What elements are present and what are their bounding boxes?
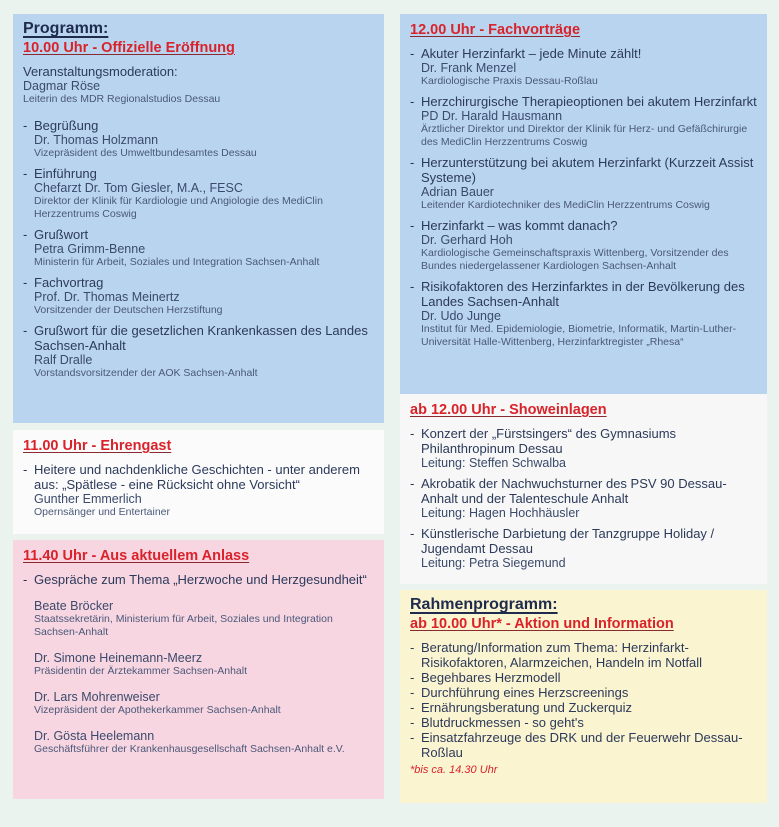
panelist [23,729,374,756]
lectures-title: 12.00 Uhr - Fachvorträge [410,22,581,38]
item-title: Fachvortrag [34,275,104,290]
item-title: Herzunterstützung bei akutem Herzinfarkt (Kurzzeit Assist Systeme) [421,155,754,185]
speaker-name: PD Dr. Harald Hausmann [421,109,563,123]
speaker-name: Dr. Lars Mohrenweiser [34,690,160,704]
speaker-name: Ralf Dralle [34,353,93,367]
moderation-block [23,64,374,106]
speaker-desc: Kardiologische Gemeinschaftspraxis Wittenberg, Vorsitzender des Bundes niedergelassener Kardiologen Sachsen-Anhalt [421,247,729,272]
agenda-item: - Begrüßung Dr. Thomas Holzmann Vizepräsident des Umweltbundesamtes Dessau [23,118,374,160]
speaker-name: Dr. Simone Heinemann-Meerz [34,651,203,665]
speaker-desc: Staatssekretärin, Ministerium für Arbeit, Soziales und Integration Sachsen-Anhalt [34,613,333,638]
agenda-item: - Heitere und nachdenkliche Geschichten - unter anderem aus: „Spätlese - eine Rücksicht ohne Vorsicht“ Gunther Emmerlich Opernsänger und Entertainer [23,462,374,519]
item-title: Einführung [34,166,97,181]
speaker-desc: Opernsänger und Entertainer [34,506,171,518]
speaker-name: Adrian Bauer [421,185,494,199]
item-title: Begrüßung [34,118,99,133]
discussion-panel [13,540,384,799]
speaker-desc: Vizepräsident der Apothekerkammer Sachsen-Anhalt [34,704,281,716]
opening-panel [13,14,384,423]
agenda-item: - Gespräche zum Thema „Herzwoche und Herzgesundheit“ [23,572,374,587]
speaker-desc: Präsidentin der Ärztekammer Sachsen-Anhalt [34,665,248,677]
moderator-name: Dagmar Röse [23,79,101,93]
agenda-item: - Akrobatik der Nachwuchsturner des PSV 90 Dessau-Anhalt und der Talenteschule Anhalt Leitung: Hagen Hochhäusler [410,476,757,520]
agenda-item: - Akuter Herzinfarkt – jede Minute zählt! Dr. Frank Menzel Kardiologische Praxis Dessau-Roßlau [410,46,757,88]
leader-name: Leitung: Steffen Schwalba [421,456,567,470]
item-title: Akrobatik der Nachwuchsturner des PSV 90 Dessau-Anhalt und der Talenteschule Anhalt [421,476,727,506]
list-item: - Ernährungsberatung und Zuckerquiz [410,700,633,715]
side-program-panel [400,590,767,803]
discussion-title: 11.40 Uhr - Aus aktuellem Anlass [23,548,250,564]
speaker-desc: Ministerin für Arbeit, Soziales und Integration Sachsen-Anhalt [34,256,320,268]
speaker-name: Prof. Dr. Thomas Meinertz [34,290,180,304]
speaker-name: Gunther Emmerlich [34,492,142,506]
guest-panel [13,430,384,534]
item-title: Gespräche zum Thema „Herzwoche und Herzgesundheit“ [34,572,367,587]
speaker-desc: Geschäftsführer der Krankenhausgesellschaft Sachsen-Anhalt e.V. [34,743,345,755]
agenda-item: - Einführung Chefarzt Dr. Tom Giesler, M.A., FESC Direktor der Klinik für Kardiologie und Angiologie des MediClin Herzzentrums Coswig [23,166,374,221]
item-title: Risikofaktoren des Herzinfarktes in der Bevölkerung des Landes Sachsen-Anhalt [421,279,745,309]
agenda-item: - Herzchirurgische Therapieoptionen bei akutem Herzinfarkt PD Dr. Harald Hausmann Ärztlicher Direktor und Direktor der Klinik für Herz- und Gefäßchirurgie des MediClin Herzzentrums Coswig [410,94,757,148]
item-title: Herzinfarkt – was kommt danach? [421,218,618,233]
guest-title: 11.00 Uhr - Ehrengast [23,438,172,454]
speaker-desc: Vorsitzender der Deutschen Herzstiftung [34,304,223,316]
speaker-name: Dr. Gerhard Hoh [421,233,513,247]
agenda-item: - Grußwort Petra Grimm-Benne Ministerin für Arbeit, Soziales und Integration Sachsen-Anhalt [23,227,374,269]
speaker-name: Dr. Udo Junge [421,309,501,323]
opening-title: 10.00 Uhr - Offizielle Eröffnung [23,40,235,56]
speaker-desc: Kardiologische Praxis Dessau-Roßlau [421,75,598,87]
speaker-name: Beate Bröcker [34,599,114,613]
agenda-item: - Herzinfarkt – was kommt danach? Dr. Gerhard Hoh Kardiologische Gemeinschaftspraxis Wittenberg, Vorsitzender des Bundes niedergelassener Kardiologen Sachsen-Anhalt [410,218,757,273]
leader-name: Leitung: Hagen Hochhäusler [421,506,580,520]
speaker-desc: Ärztlicher Direktor und Direktor der Klinik für Herz- und Gefäßchirurgie des MediClin Herzzentrums Coswig [421,123,748,148]
moderator-desc: Leiterin des MDR Regionalstudios Dessau [23,93,221,105]
agenda-item: - Grußwort für die gesetzlichen Krankenkassen des Landes Sachsen-Anhalt Ralf Dralle Vorstandsvorsitzender der AOK Sachsen-Anhalt [23,323,374,380]
speaker-name: Petra Grimm-Benne [34,242,146,256]
agenda-item: - Herzunterstützung bei akutem Herzinfarkt (Kurzzeit Assist Systeme) Adrian Bauer Leitender Kardiotechniker des MediClin Herzzentrums Coswig [410,155,757,212]
item-title: Herzchirurgische Therapieoptionen bei akutem Herzinfarkt [421,94,757,109]
speaker-name: Dr. Frank Menzel [421,61,517,75]
side-program-title: ab 10.00 Uhr* - Aktion und Information [410,616,674,632]
item-title: Heitere und nachdenkliche Geschichten - unter anderem aus: „Spätlese - eine Rücksicht ohne Vorsicht“ [34,462,360,492]
show-title: ab 12.00 Uhr - Showeinlagen [410,402,607,418]
agenda-item: - Fachvortrag Prof. Dr. Thomas Meinertz Vorsitzender der Deutschen Herzstiftung [23,275,374,317]
side-program-heading: Rahmenprogramm: [410,596,558,613]
list-item: - Beratung/Information zum Thema: Herzinfarkt-Risikofaktoren, Alarmzeichen, Handeln im Notfall [410,640,703,670]
speaker-desc: Leitender Kardiotechniker des MediClin Herzzentrums Coswig [421,199,710,211]
agenda-item: - Risikofaktoren des Herzinfarktes in der Bevölkerung des Landes Sachsen-Anhalt Dr. Udo Junge Institut für Med. Epidemiologie, Biometrie, Informatik, Martin-Luther-Universität Halle-Wittenberg, Herzinfarktregister „Rhesa“ [410,279,757,349]
item-title: Konzert der „Fürstsingers“ des Gymnasiums Philanthropinum Dessau [421,426,677,456]
speaker-name: Dr. Thomas Holzmann [34,133,159,147]
item-title: Akuter Herzinfarkt – jede Minute zählt! [421,46,642,61]
list-item: - Durchführung eines Herzscreenings [410,685,629,700]
item-title: Grußwort für die gesetzlichen Krankenkassen des Landes Sachsen-Anhalt [34,323,368,353]
list-item: - Blutdruckmessen - so geht's [410,715,584,730]
panelist [23,599,374,639]
speaker-name: Chefarzt Dr. Tom Giesler, M.A., FESC [34,181,243,195]
moderation-label: Veranstaltungsmoderation: [23,64,178,79]
list-item: - Begehbares Herzmodell [410,670,561,685]
item-title: Künstlerische Darbietung der Tanzgruppe Holiday / Jugendamt Dessau [421,526,715,556]
speaker-desc: Vorstandsvorsitzender der AOK Sachsen-Anhalt [34,367,258,379]
footnote: *bis ca. 14.30 Uhr [410,764,498,776]
speaker-desc: Institut für Med. Epidemiologie, Biometrie, Informatik, Martin-Luther-Universität Halle-Wittenberg, Herzinfarktregister „Rhesa“ [421,323,737,348]
program-heading: Programm: [23,20,109,37]
leader-name: Leitung: Petra Siegemund [421,556,566,570]
item-title: Grußwort [34,227,89,242]
speaker-desc: Vizepräsident des Umweltbundesamtes Dessau [34,147,257,159]
speaker-name: Dr. Gösta Heelemann [34,729,155,743]
speaker-desc: Direktor der Klinik für Kardiologie und Angiologie des MediClin Herzzentrums Coswig [34,195,323,220]
list-item: - Einsatzfahrzeuge des DRK und der Feuerwehr Dessau-Roßlau [410,730,743,760]
show-panel [400,394,767,584]
side-program-list [410,640,757,760]
panelist [23,690,374,717]
panelist [23,651,374,678]
agenda-item: - Konzert der „Fürstsingers“ des Gymnasiums Philanthropinum Dessau Leitung: Steffen Schwalba [410,426,757,470]
lectures-panel [400,14,767,395]
agenda-item: - Künstlerische Darbietung der Tanzgruppe Holiday / Jugendamt Dessau Leitung: Petra Siegemund [410,526,757,570]
